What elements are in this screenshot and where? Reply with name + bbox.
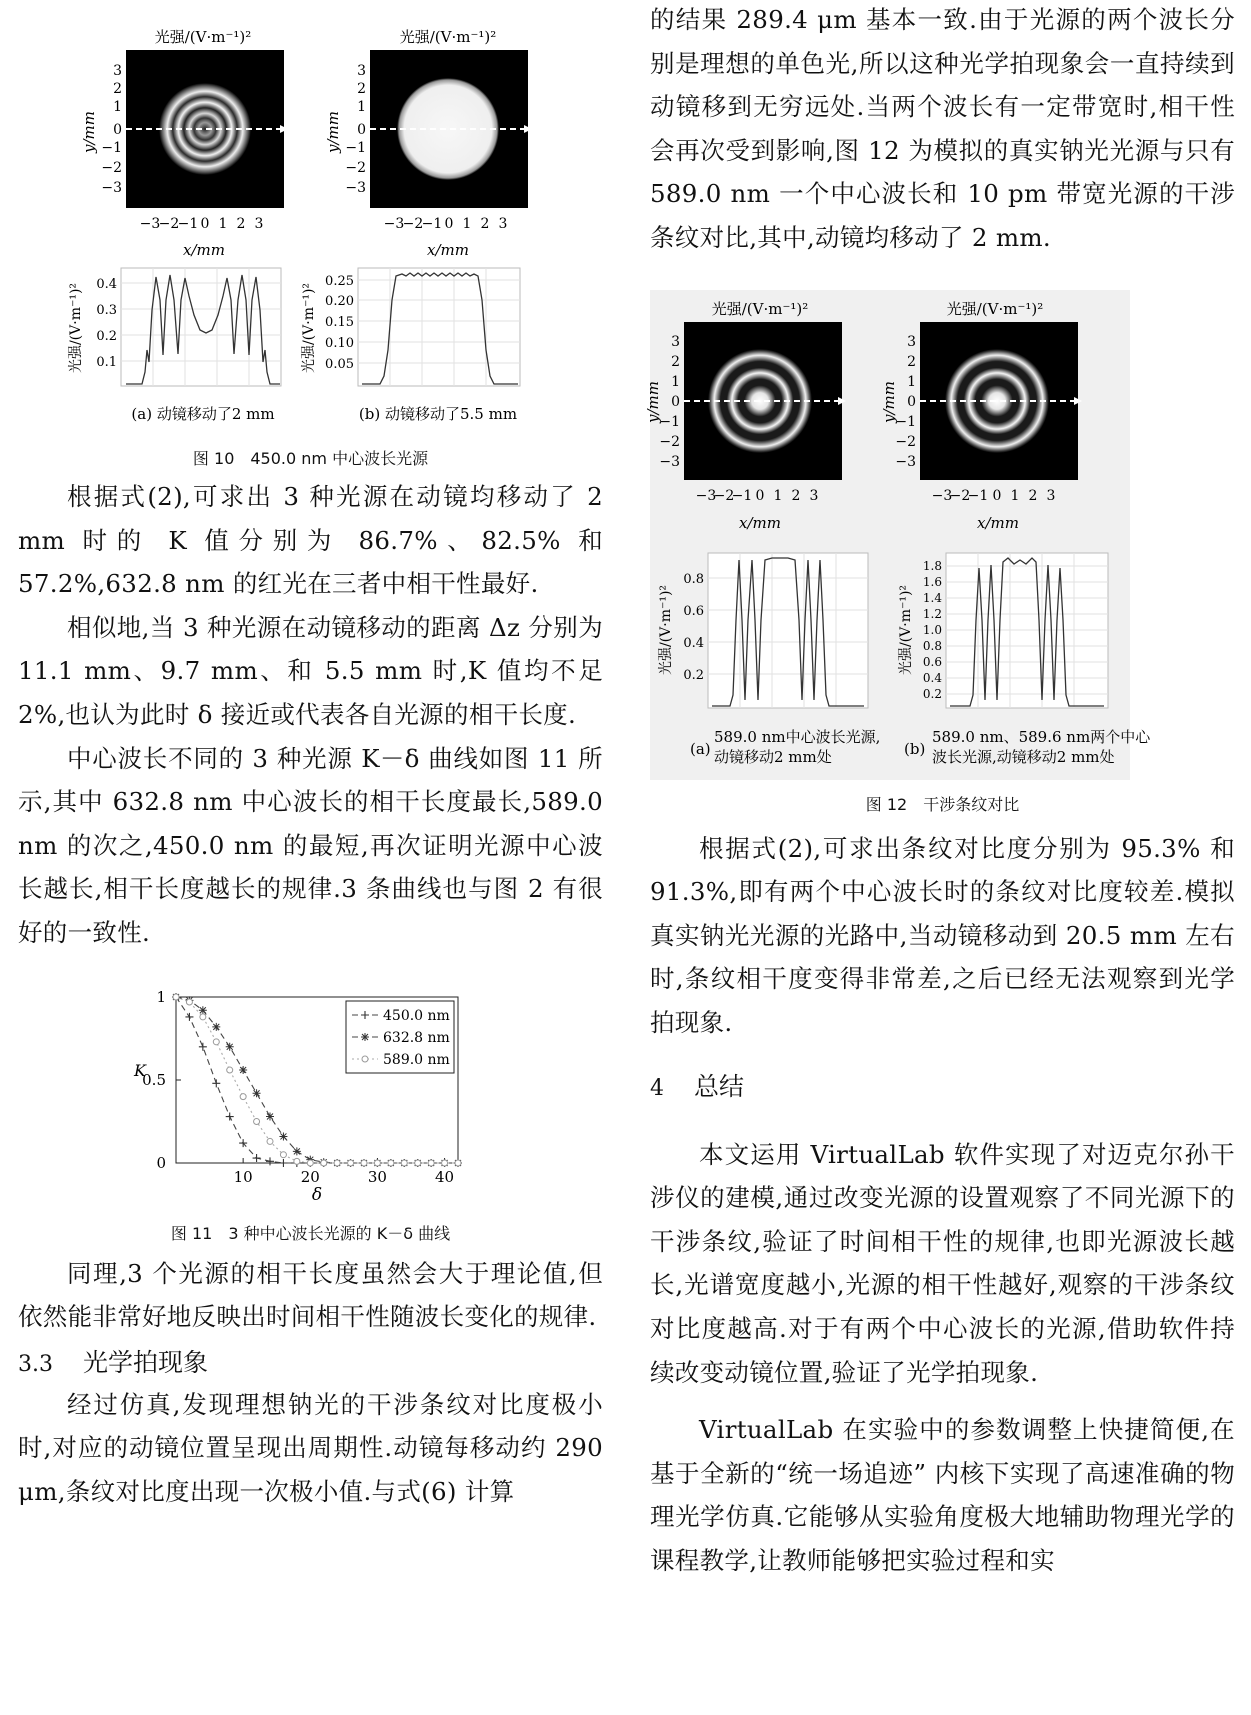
profile-tick: 1.0: [922, 622, 942, 637]
fig12b-tag: (b): [904, 739, 926, 758]
paragraph: 本文运用 VirtualLab 软件实现了对迈克尔孙干涉仪的建模,通过改变光源的设置观察了不同光源下的干涉条纹,验证了时间相干性的规律,也即光源波长越长,光谱宽度越小,光源的相干性越好,观察的干涉条纹对比度越高.对于有两个中心波长的光源,借助软件持续改变动镜位置,验证了光学拍现象.: [650, 1139, 1235, 1387]
x-tick-label: 10: [233, 1167, 253, 1186]
y-tick: −2: [345, 160, 366, 176]
y-tick-label: 1: [156, 987, 166, 1006]
profile-tick: 1.8: [922, 558, 942, 573]
section-heading: [18, 1343, 603, 1379]
y-tick: 1: [671, 373, 680, 390]
paragraph: VirtualLab 在实验中的参数调整上快捷简便,在基于全新的“统一场追迹” 内核下实现了高速准确的物理光学仿真.它能够从实验角度极大地辅助物理光学的课程教学,让教师能够把实验过程和实: [650, 1415, 1235, 1575]
x-tick: 1: [773, 487, 783, 504]
y-tick: −3: [659, 453, 680, 470]
x-axis-label: δ: [311, 1184, 323, 1205]
data-point: [455, 1160, 461, 1166]
section-number: 3.3: [18, 1351, 53, 1377]
fig10a-panel-label: (a) 动镜移动了2 mm: [131, 405, 275, 423]
data-point: [294, 1158, 300, 1164]
legend-label: 450.0 nm: [383, 1007, 450, 1024]
x-tick: −3: [139, 216, 161, 232]
y-tick: 2: [671, 353, 680, 370]
profile-tick: 0.8: [922, 638, 942, 653]
fig12a-tag: (a): [690, 739, 711, 758]
legend-label: 632.8 nm: [383, 1029, 450, 1046]
y-tick: 3: [671, 333, 680, 350]
data-point: [186, 999, 192, 1005]
profile-tick: 1.6: [922, 574, 942, 589]
fig10b-profile-ticks: [325, 274, 354, 372]
data-point: [199, 1006, 207, 1014]
fig12a-profile-ylabel: 光强/(V·m⁻¹)²: [658, 584, 674, 675]
x-tick: 0: [992, 487, 1002, 504]
data-point: [213, 1038, 219, 1044]
fig10a-top-title: 光强/(V·m⁻¹)²: [154, 28, 252, 46]
y-tick-label: 0: [156, 1153, 166, 1172]
fig10b-profile-ylabel: 光强/(V·m⁻¹)²: [301, 282, 317, 374]
profile-tick: 0.4: [922, 670, 942, 685]
profile-tick: 0.20: [325, 294, 354, 309]
profile-tick: 0.4: [96, 277, 117, 292]
profile-tick: 0.2: [96, 329, 117, 344]
fig10b-profile-frame: [358, 268, 520, 386]
x-tick: 2: [1028, 487, 1038, 504]
figure-10-caption: 图 10 450.0 nm 中心波长光源: [192, 449, 429, 468]
x-tick: −1: [421, 216, 443, 232]
profile-tick: 0.05: [325, 357, 354, 372]
y-tick: −2: [895, 433, 916, 450]
y-tick: 3: [113, 63, 122, 79]
x-tick: −2: [949, 487, 971, 504]
fig12a-x-ticks: [696, 488, 819, 504]
data-point: [212, 1022, 220, 1030]
fig12b-profile-ylabel: 光强/(V·m⁻¹)²: [898, 584, 914, 675]
x-tick: 0: [444, 216, 454, 232]
fig12b-profile-ticks: [923, 559, 942, 701]
data-point: [361, 1160, 367, 1166]
y-tick: 1: [113, 99, 122, 115]
figure-11-caption: 图 11 3 种中心波长光源的 K－δ 曲线: [170, 1223, 451, 1243]
x-tick: −1: [967, 487, 989, 504]
y-tick: 0: [113, 122, 122, 138]
fig10b-top-title: 光强/(V·m⁻¹)²: [399, 28, 497, 46]
data-point: [239, 1066, 247, 1074]
figure-10: [18, 0, 603, 460]
data-point: [280, 1151, 286, 1157]
figure-12-graphic: [644, 290, 1235, 795]
legend-label: 589.0 nm: [383, 1051, 450, 1068]
legend-marker: [361, 1033, 369, 1041]
section-title: 光学拍现象: [83, 1347, 209, 1377]
paragraph: 根据式(2),可求出条纹对比度分别为 95.3% 和 91.3%,即有两个中心波长时的条纹对比度较差.模拟真实钠光光源的光路中,当动镜移动到 20.5 mm 左右时,条纹相干度变得非常差,之后已经无法观察到光学拍现象.: [650, 833, 1235, 1037]
fig12b-label-line1: 589.0 nm、589.6 nm两个中心: [932, 727, 1151, 746]
paragraph: 相似地,当 3 种光源在动镜移动的距离 Δz 分别为 11.1 mm、9.7 mm、和 5.5 mm 时,K 值均不足 2%,也认为此时 δ 接近或代表各自光源的相干长度.: [18, 612, 603, 729]
y-tick: 0: [907, 393, 916, 410]
data-point: [307, 1160, 313, 1166]
fig12a-x-label: x/mm: [739, 513, 781, 532]
section-heading: [650, 1067, 1235, 1103]
x-tick: −3: [695, 487, 717, 504]
data-point: [227, 1067, 233, 1073]
data-point: [279, 1132, 287, 1140]
y-tick: −2: [659, 433, 680, 450]
paragraph: 的结果 289.4 μm 基本一致.由于光源的两个波长分别是理想的单色光,所以这种光学拍现象会一直持续到动镜移到无穷远处.当两个波长有一定带宽时,相干性会再次受到影响,图 12 为模拟的真实钠光光源与只有 589.0 nm 一个中心波长和 10 pm 带宽光源的干涉条纹对比,其中,动镜均移动了 2 mm.: [650, 5, 1235, 252]
x-tick: 2: [236, 216, 246, 232]
data-point: [321, 1160, 327, 1166]
x-tick: −3: [931, 487, 953, 504]
x-tick: 3: [1046, 487, 1056, 504]
fig10a-y-label: y/mm: [80, 111, 98, 153]
x-tick: 3: [498, 216, 508, 232]
profile-tick: 0.8: [683, 571, 704, 587]
fig10a-profile-ylabel: 光强/(V·m⁻¹)²: [68, 282, 84, 374]
fig12a-top-title: 光强/(V·m⁻¹)²: [711, 299, 809, 318]
x-tick: 3: [254, 216, 264, 232]
fig10b-panel-label: (b) 动镜移动了5.5 mm: [358, 405, 518, 423]
fig12b-y-label: y/mm: [880, 380, 898, 423]
data-point: [173, 994, 179, 1000]
profile-tick: 0.4: [683, 635, 704, 651]
y-tick: 1: [357, 99, 366, 115]
profile-tick: 1.2: [922, 606, 942, 621]
data-point: [348, 1160, 354, 1166]
profile-tick: 0.6: [922, 654, 942, 669]
profile-tick: 0.2: [922, 686, 942, 701]
section-number: 4: [650, 1075, 664, 1101]
profile-tick: 1.4: [922, 590, 942, 605]
y-tick: −1: [101, 140, 122, 156]
y-tick: −3: [345, 180, 366, 196]
fig12a-label-line1: 589.0 nm中心波长光源,: [714, 727, 881, 746]
fig10a-x-ticks: [140, 216, 264, 232]
x-tick: −2: [158, 216, 180, 232]
x-tick: 2: [480, 216, 490, 232]
x-tick: −1: [177, 216, 199, 232]
y-tick: 2: [907, 353, 916, 370]
fig12a-y-label: y/mm: [644, 380, 662, 423]
data-point: [388, 1160, 394, 1166]
x-tick-label: 30: [367, 1167, 387, 1186]
paragraph: 经过仿真,发现理想钠光的干涉条纹对比度极小时,对应的动镜位置呈现出周期性.动镜每移动约 290 μm,条纹对比度出现一次极小值.与式(6) 计算: [18, 1389, 603, 1506]
data-point: [415, 1160, 421, 1166]
x-tick: −1: [731, 487, 753, 504]
x-tick-label: 20: [300, 1167, 320, 1186]
y-tick: −1: [345, 140, 366, 156]
profile-tick: 0.3: [96, 303, 117, 318]
y-tick: −1: [895, 413, 916, 430]
y-tick: 3: [907, 333, 916, 350]
fig10b-y-label: y/mm: [324, 111, 342, 153]
x-tick: 1: [1010, 487, 1020, 504]
y-axis-label: K: [134, 1060, 146, 1080]
data-point: [428, 1160, 434, 1166]
x-tick: 0: [200, 216, 210, 232]
figure-12: [644, 290, 1235, 795]
fig10a-x-label: x/mm: [183, 241, 225, 259]
paragraph: 根据式(2),可求出 3 种光源在动镜均移动了 2 mm 时的 K 值分别为 86.7%、82.5% 和 57.2%,632.8 nm 的红光在三者中相干性最好.: [18, 482, 603, 599]
y-tick: 0: [671, 393, 680, 410]
figure-10-graphic: [18, 0, 603, 460]
x-tick: 1: [218, 216, 228, 232]
fig12b-x-label: x/mm: [977, 513, 1019, 532]
profile-tick: 0.6: [683, 603, 704, 619]
data-point: [226, 1042, 234, 1050]
legend-marker: [362, 1056, 368, 1062]
data-point: [267, 1138, 273, 1144]
fig10a-profile-ticks: [96, 277, 117, 370]
figure-11-chart: [18, 983, 603, 1215]
fig10b-x-label: x/mm: [427, 241, 469, 259]
y-tick: −3: [895, 453, 916, 470]
figure-12-caption: 图 12 干涉条纹对比: [865, 794, 1020, 814]
fig12b-label-line2: 波长光源,动镜移动2 mm处: [932, 747, 1115, 766]
left-column: [18, 0, 603, 1514]
profile-tick: 0.25: [325, 274, 354, 289]
fig12a-label-line2: 动镜移动2 mm处: [714, 747, 832, 766]
y-tick: 1: [907, 373, 916, 390]
fig10b-y-ticks: [345, 63, 366, 196]
y-tick: 2: [113, 81, 122, 97]
fig12a-profile-frame: [708, 553, 868, 708]
data-point: [200, 1013, 206, 1019]
right-column: [644, 0, 1235, 1582]
data-point: [293, 1147, 301, 1155]
y-tick: −2: [101, 160, 122, 176]
y-tick: −3: [101, 180, 122, 196]
x-tick: 1: [462, 216, 472, 232]
x-tick: 3: [809, 487, 819, 504]
data-point: [334, 1160, 340, 1166]
x-tick: −3: [383, 216, 405, 232]
figure-11: [18, 983, 603, 1215]
x-tick: 0: [755, 487, 765, 504]
data-point: [240, 1093, 246, 1099]
profile-tick: 0.1: [96, 355, 117, 370]
x-tick: −2: [713, 487, 735, 504]
data-point: [442, 1160, 448, 1166]
fig10a-y-ticks: [101, 63, 122, 196]
section-title: 总结: [694, 1071, 745, 1101]
y-tick-label: 0.5: [142, 1070, 166, 1089]
data-point: [401, 1160, 407, 1166]
data-point: [374, 1160, 380, 1166]
x-tick-label: 40: [435, 1167, 455, 1186]
profile-tick: 0.2: [683, 667, 704, 683]
profile-tick: 0.10: [325, 336, 354, 351]
paragraph: 同理,3 个光源的相干长度虽然会大于理论值,但依然能非常好地反映出时间相干性随波长变化的规律.: [18, 1258, 603, 1332]
x-tick: −2: [402, 216, 424, 232]
y-tick: 0: [357, 122, 366, 138]
x-tick: 2: [791, 487, 801, 504]
fig10b-x-ticks: [384, 216, 508, 232]
data-point: [253, 1089, 261, 1097]
data-point: [254, 1118, 260, 1124]
y-tick: 3: [357, 63, 366, 79]
fig12b-x-ticks: [932, 488, 1056, 504]
y-tick: −1: [659, 413, 680, 430]
data-point: [266, 1112, 274, 1120]
fig12b-top-title: 光强/(V·m⁻¹)²: [946, 299, 1044, 318]
y-tick: 2: [357, 81, 366, 97]
profile-tick: 0.15: [325, 315, 354, 330]
paragraph: 中心波长不同的 3 种光源 K－δ 曲线如图 11 所示,其中 632.8 nm 中心波长的相干长度最长,589.0 nm 的次之,450.0 nm 的最短,再次证明光源中心波长越长,相干长度越长的规律.3 条曲线也与图 2 有很好的一致性.: [18, 743, 603, 947]
